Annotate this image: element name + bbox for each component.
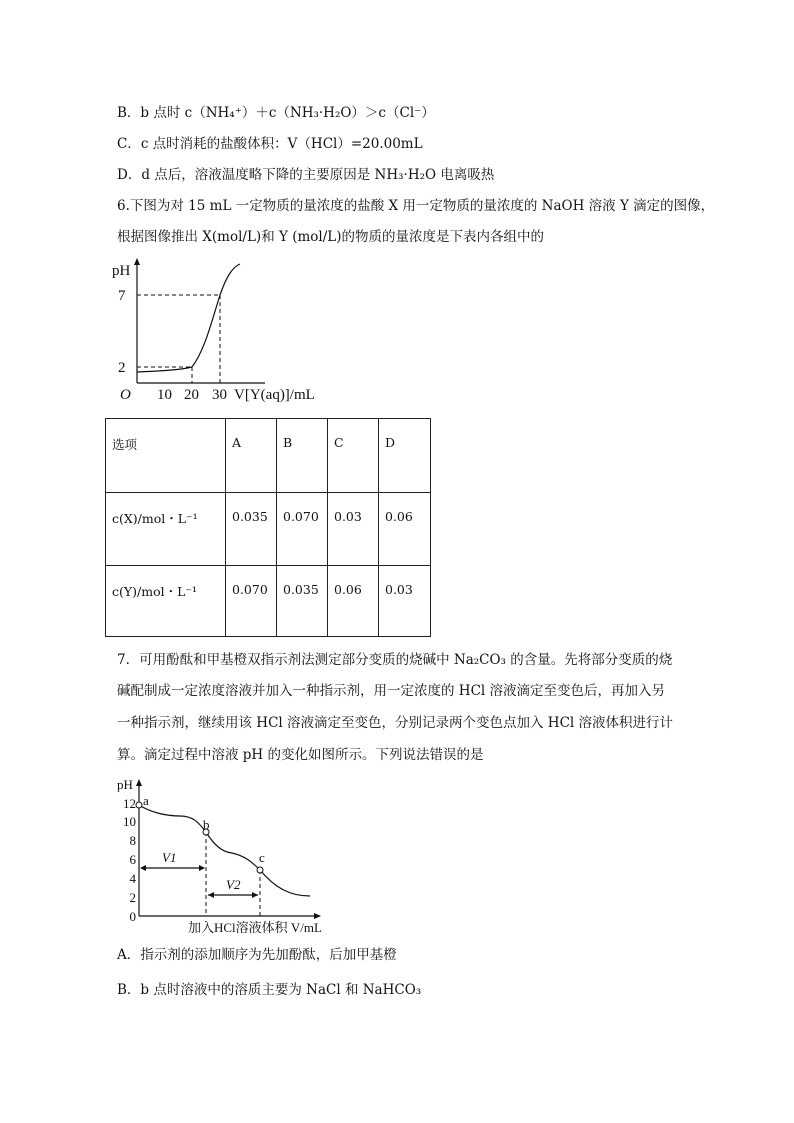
- q5-option-c: C．c 点时消耗的盐酸体积：V（HCl）=20.00mL: [117, 136, 423, 152]
- y-tick: 2: [118, 360, 126, 376]
- q7-stem-line3: 一种指示剂，继续用该 HCl 溶液滴定至变色，分别记录两个变色点加入 HCl 溶液体积进行计: [117, 715, 674, 731]
- y-tick: 2: [129, 890, 136, 905]
- table-header: B: [277, 419, 328, 493]
- y-tick: 6: [129, 852, 136, 867]
- x-label: V[Y(aq)]/mL: [234, 387, 315, 403]
- origin-label: O: [120, 387, 131, 403]
- x-tick: 10: [157, 387, 172, 403]
- v1-label: V1: [162, 850, 177, 865]
- x-label: 加入HCl溶液体积 V/mL: [188, 920, 322, 935]
- q5-option-d: D．d 点后，溶液温度略下降的主要原因是 NH₃·H₂O 电离吸热: [117, 167, 495, 183]
- point-c: c: [259, 850, 265, 865]
- y-tick: 7: [118, 288, 126, 304]
- table-row: [106, 566, 431, 637]
- y-tick: 12: [123, 796, 136, 811]
- x-tick: 20: [184, 387, 199, 403]
- q6-stem-line1: 6.下图为对 15 mL 一定物质的量浓度的盐酸 X 用一定物质的量浓度的 NaOH 溶液 Y 滴定的图像，: [117, 198, 715, 214]
- ph-curve: [137, 264, 240, 372]
- table-header: 选项: [106, 419, 226, 493]
- table-cell: 0.06: [379, 493, 431, 566]
- q6-options-table: [105, 418, 431, 637]
- y-tick: 4: [129, 871, 136, 886]
- point-a: a: [143, 793, 149, 808]
- y-tick: 8: [129, 833, 136, 848]
- y-label: pH: [112, 263, 131, 279]
- q7-stem-line4: 算。滴定过程中溶液 pH 的变化如图所示。下列说法错误的是: [117, 747, 484, 763]
- q7-option-b: B．b 点时溶液中的溶质主要为 NaCl 和 NaHCO₃: [117, 982, 422, 998]
- table-cell: 0.06: [328, 566, 379, 637]
- q6-stem-line2: 根据图像推出 X(mol/L)和 Y (mol/L)的物质的量浓度是下表内各组中的: [117, 229, 544, 245]
- q7-titration-chart: [117, 777, 322, 935]
- q7-stem-line2: 碱配制成一定浓度溶液并加入一种指示剂，用一定浓度的 HCl 溶液滴定至变色后，再加入另: [117, 683, 666, 699]
- table-header: C: [328, 419, 379, 493]
- table-cell: 0.070: [226, 566, 277, 637]
- q7-stem-line1: 7．可用酚酞和甲基橙双指示剂法测定部分变质的烧碱中 Na₂CO₃ 的含量。先将部分变质的烧: [117, 652, 673, 668]
- table-cell: c(X)/mol・L⁻¹: [106, 493, 226, 566]
- y-label: pH: [117, 777, 133, 792]
- table-cell: 0.03: [379, 566, 431, 637]
- table-header: D: [379, 419, 431, 493]
- x-tick: 30: [212, 387, 227, 403]
- table-cell: 0.070: [277, 493, 328, 566]
- point-b: b: [203, 817, 210, 832]
- table-header: A: [226, 419, 277, 493]
- y-tick: 10: [123, 814, 136, 829]
- table-cell: 0.035: [226, 493, 277, 566]
- q7-option-a: A．指示剂的添加顺序为先加酚酞，后加甲基橙: [117, 947, 397, 963]
- v2-label: V2: [226, 877, 241, 892]
- table-cell: c(Y)/mol・L⁻¹: [106, 566, 226, 637]
- table-cell: 0.035: [277, 566, 328, 637]
- table-cell: 0.03: [328, 493, 379, 566]
- y-tick: 0: [129, 909, 136, 924]
- q5-option-b: B．b 点时 c（NH₄⁺）＋c（NH₃·H₂O）＞c（Cl⁻）: [117, 105, 435, 121]
- table-row: [106, 493, 431, 566]
